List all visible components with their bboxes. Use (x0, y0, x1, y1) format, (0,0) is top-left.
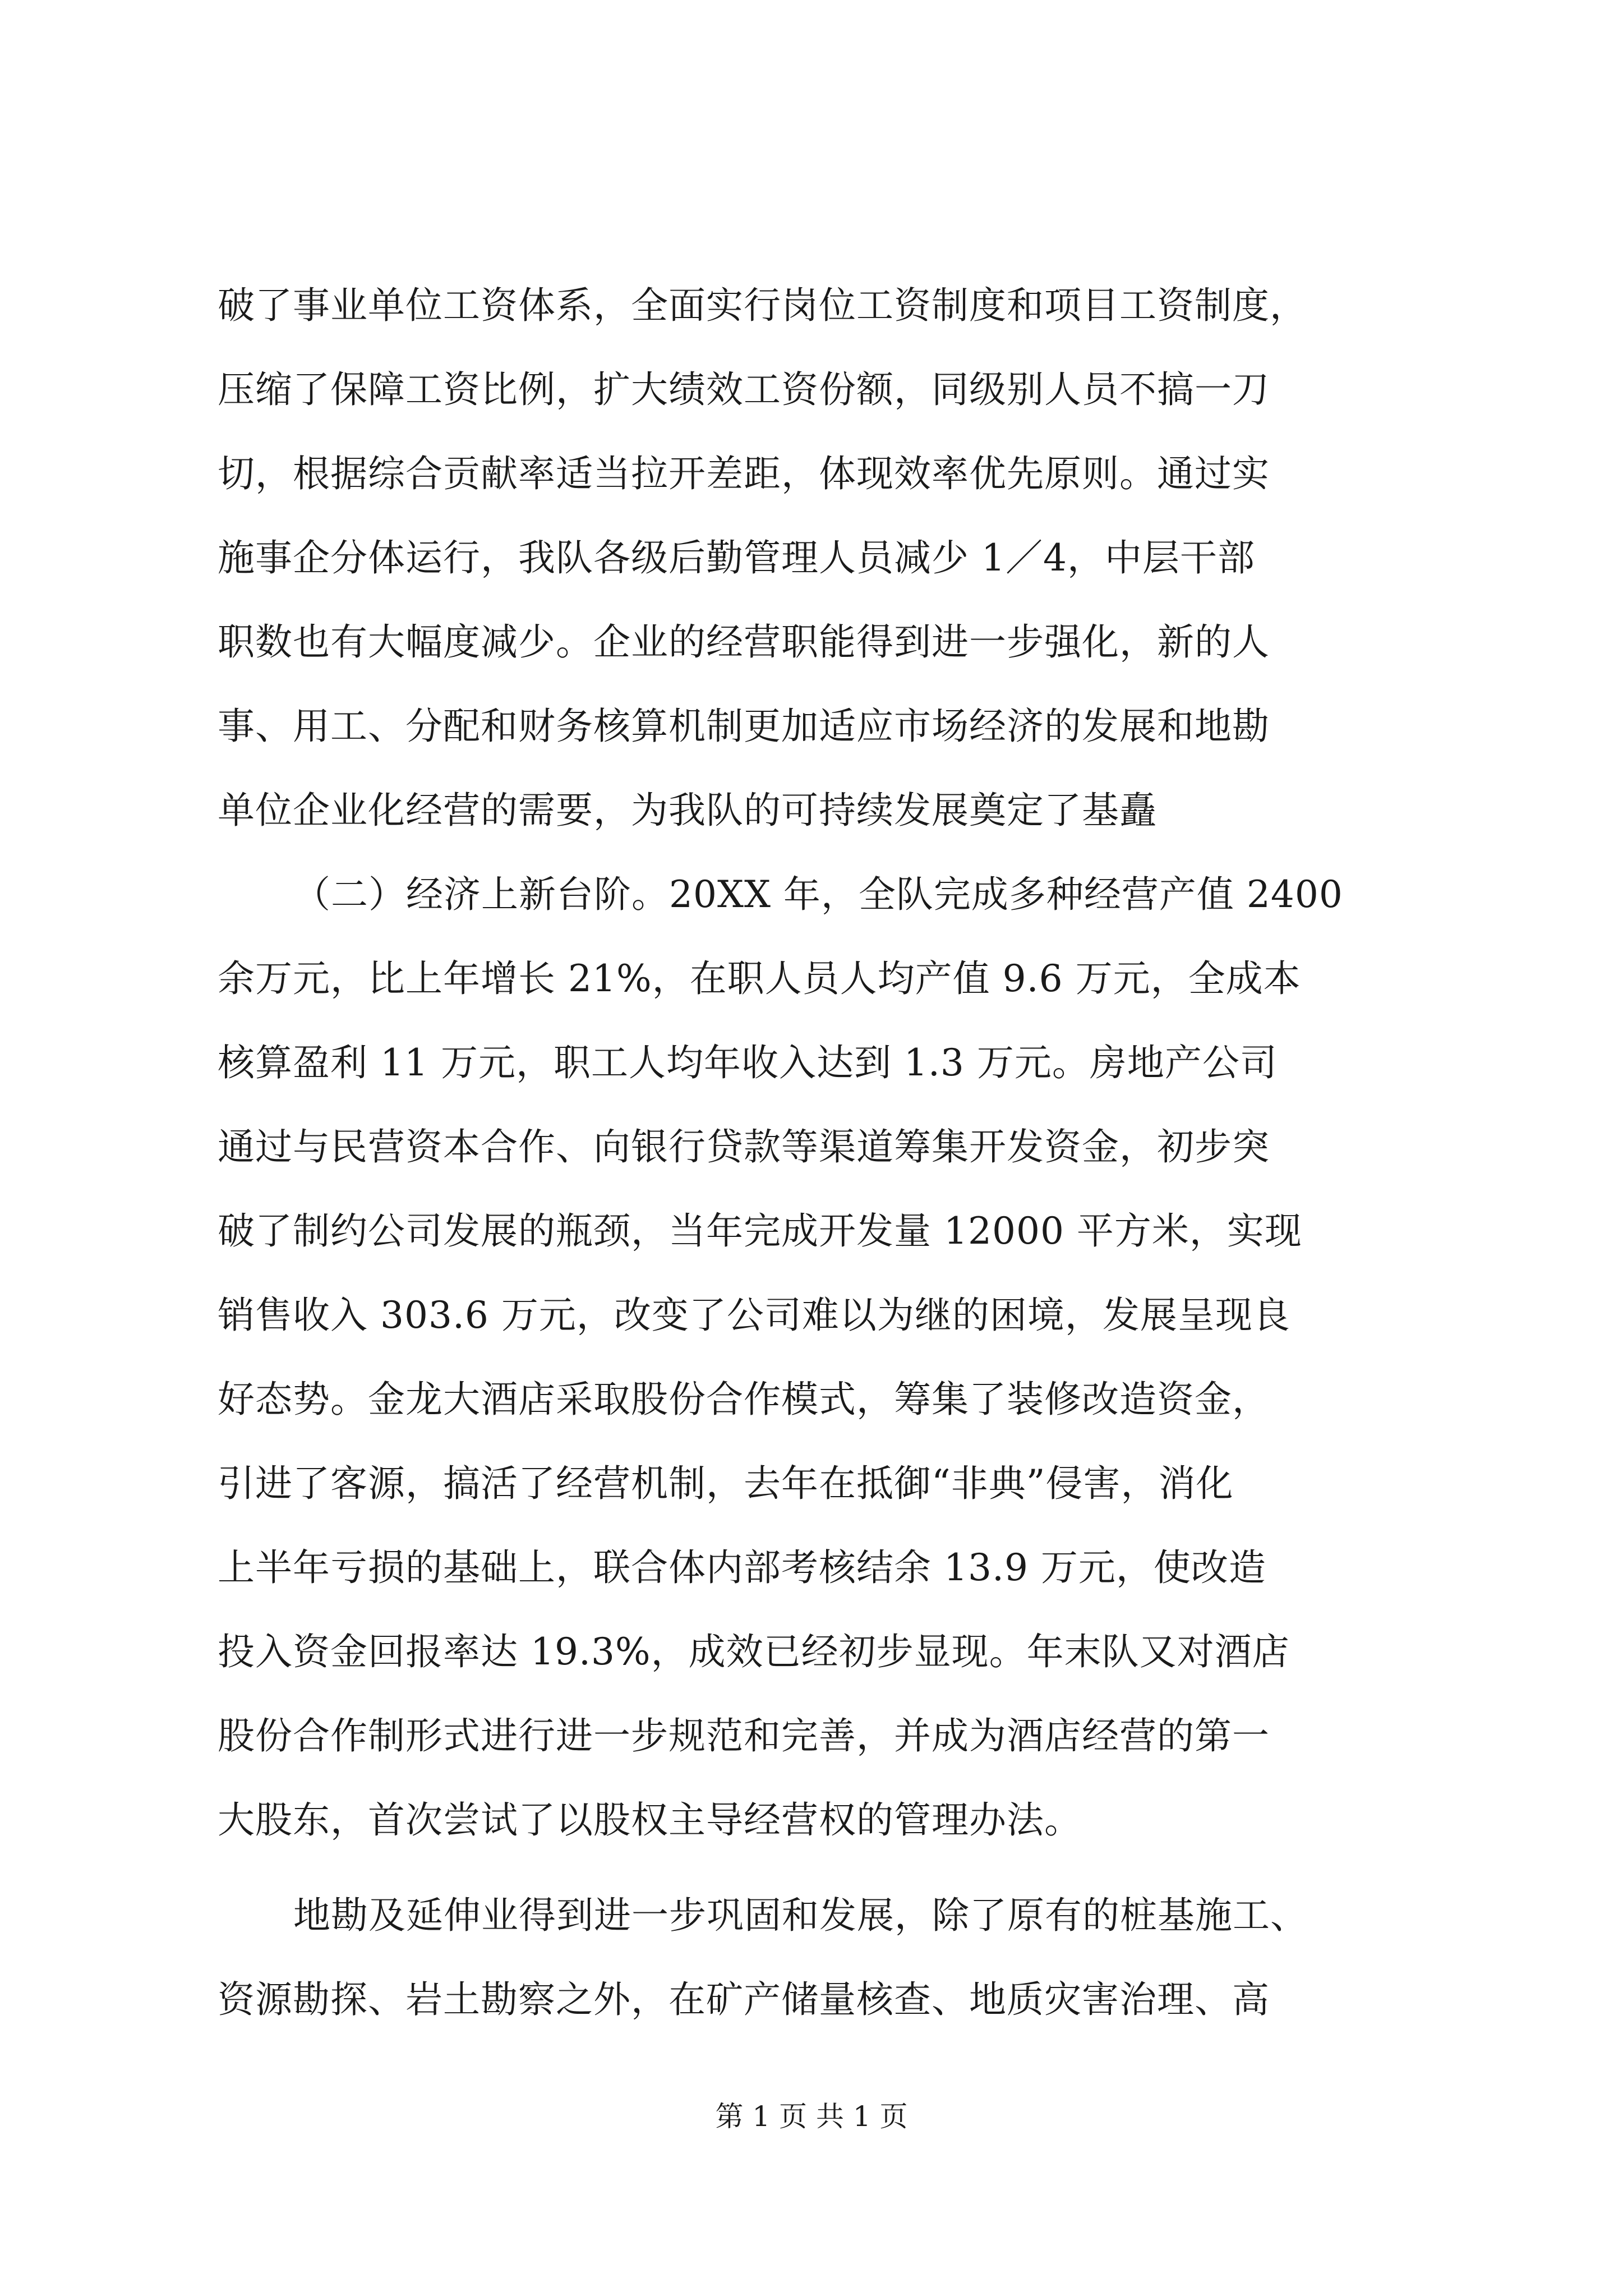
paragraph-line: 资源勘探、岩土勘察之外，在矿产储量核查、地质灾害治理、高 (218, 1978, 1270, 2021)
paragraph-line: 职数也有大幅度减少。企业的经营职能得到进一步强化，新的人 (218, 620, 1270, 664)
paragraph-line: 破了事业单位工资体系，全面实行岗位工资制度和项目工资制度， (218, 284, 1307, 327)
paragraph-line: 压缩了保障工资比例，扩大绩效工资份额，同级别人员不搞一刀 (218, 368, 1270, 411)
document-body (218, 264, 1412, 2042)
page-footer: 第 1 页 共 1 页 (715, 2100, 908, 2133)
paragraph-line: 引进了客源，搞活了经营机制，去年在抵御“非典”侵害，消化 (218, 1462, 1234, 1505)
paragraph-gap (218, 1862, 1412, 1874)
paragraph-line: 切，根据综合贡献率适当拉开差距，体现效率优先原则。通过实 (218, 452, 1270, 495)
paragraph-3 (218, 1874, 1412, 2042)
paragraph-2 (218, 853, 1412, 1862)
paragraph-line: 核算盈利 11 万元，职工人均年收入达到 1.3 万元。房地产公司 (218, 1041, 1278, 1084)
paragraph-line: 余万元，比上年增长 21%，在职人员人均产值 9.6 万元，全成本 (218, 957, 1301, 1000)
paragraph-line: 事、用工、分配和财务核算机制更加适应市场经济的发展和地勘 (218, 705, 1270, 748)
paragraph-line: 上半年亏损的基础上，联合体内部考核结余 13.9 万元，使改造 (218, 1546, 1266, 1589)
paragraph-line: 股份合作制形式进行进一步规范和完善，并成为酒店经营的第一 (218, 1714, 1270, 1757)
paragraph-line: 好态势。金龙大酒店采取股份合作模式，筹集了装修改造资金， (218, 1378, 1270, 1421)
paragraph-line: 大股东，首次尝试了以股权主导经营权的管理办法。 (218, 1798, 1082, 1842)
paragraph-line: 投入资金回报率达 19.3%，成效已经初步显现。年末队又对酒店 (218, 1630, 1290, 1673)
paragraph-line: 通过与民营资本合作、向银行贷款等渠道筹集开发资金，初步突 (218, 1125, 1270, 1168)
paragraph-line: 施事企分体运行，我队各级后勤管理人员减少 1／4，中层干部 (218, 536, 1255, 579)
paragraph-line: 销售收入 303.6 万元，改变了公司难以为继的困境，发展呈现良 (218, 1294, 1290, 1337)
paragraph-line: 地勘及延伸业得到进一步巩固和发展，除了原有的桩基施工、 (293, 1894, 1308, 1937)
paragraph-1 (218, 264, 1412, 853)
paragraph-line: （二）经济上新台阶。20XX 年，全队完成多种经营产值 2400 (293, 873, 1343, 916)
paragraph-line: 单位企业化经营的需要，为我队的可持续发展奠定了基矗 (218, 789, 1157, 832)
paragraph-line: 破了制约公司发展的瓶颈，当年完成开发量 12000 平方米，实现 (218, 1209, 1302, 1253)
